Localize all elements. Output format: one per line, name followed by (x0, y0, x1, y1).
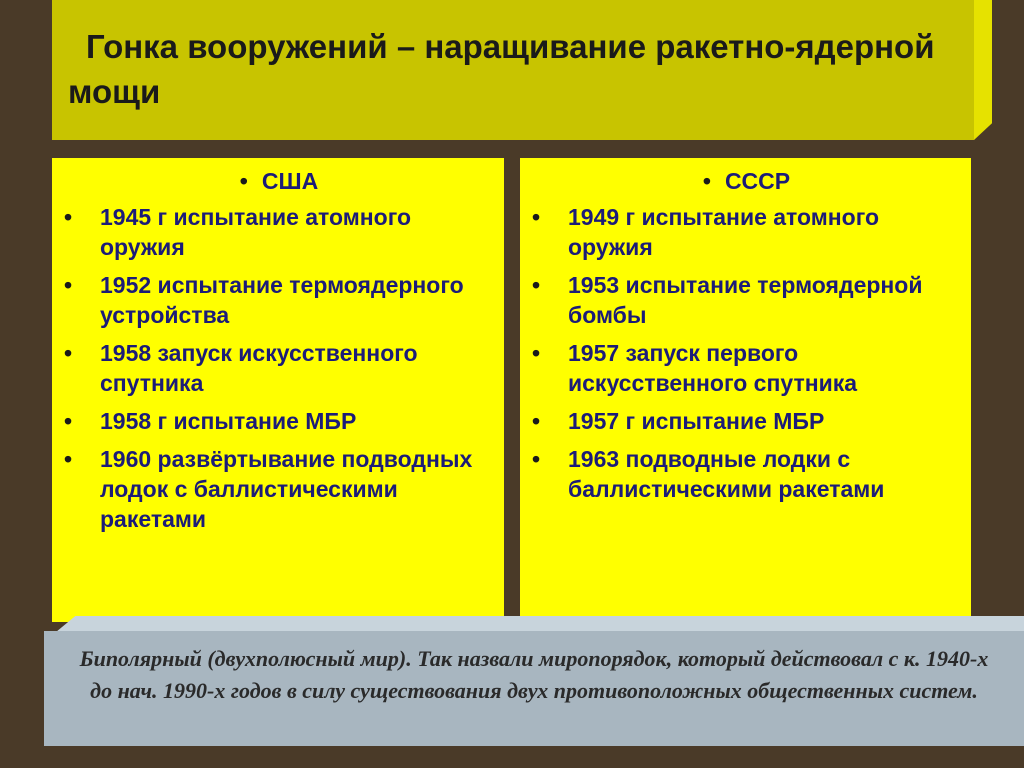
list-item (532, 406, 961, 436)
list-item-text: 1957 запуск первого искусственного спутника (568, 340, 858, 396)
list-item-text: 1957 г испытание МБР (568, 408, 825, 434)
list-item-text: 1949 г испытание атомного оружия (568, 204, 880, 260)
usa-list (64, 166, 494, 534)
list-item (64, 270, 494, 330)
list-item-text: 1953 испытание термоядерной бомбы (568, 272, 923, 328)
usa-heading: США (261, 168, 319, 194)
list-item-text: 1958 г испытание МБР (100, 408, 357, 434)
bullet-icon: • (532, 446, 541, 472)
list-item (64, 444, 494, 534)
usa-heading-item (64, 166, 494, 196)
title-bevel (974, 0, 992, 140)
list-item-text: 1960 развёртывание подводных лодок с баллистическими ракетами (100, 446, 473, 532)
bullet-icon: • (532, 204, 541, 230)
ussr-heading-item (532, 166, 961, 196)
ussr-column (520, 158, 971, 622)
slide-title-box (52, 0, 974, 140)
bullet-icon: • (532, 408, 541, 434)
list-item (532, 270, 961, 330)
bullet-icon: • (64, 272, 73, 298)
usa-column (52, 158, 504, 622)
slide-title: Гонка вооружений – наращивание ракетно-ядерной мощи (68, 28, 935, 110)
bullet-icon: • (64, 446, 73, 472)
bullet-icon: • (64, 204, 73, 230)
list-item-text: 1945 г испытание атомного оружия (100, 204, 412, 260)
bullet-icon: • (532, 272, 541, 298)
bullet-icon: • (702, 168, 711, 194)
bullet-icon: • (64, 340, 73, 366)
footer-definition: Биполярный (двухполюсный мир). Так назвали миропорядок, который действовал с к. 1940-х до нач. 1990-х годов в силу существования двух противоположных общественных систем. (79, 646, 989, 703)
list-item (532, 202, 961, 262)
list-item (532, 444, 961, 504)
list-item (64, 406, 494, 436)
list-item-text: 1958 запуск искусственного спутника (100, 340, 418, 396)
ussr-heading: СССР (724, 168, 791, 194)
footer-definition-box (44, 631, 1024, 746)
bullet-icon: • (532, 340, 541, 366)
list-item (64, 202, 494, 262)
ussr-list (532, 166, 961, 504)
list-item (532, 338, 961, 398)
footer-bevel (56, 616, 1024, 632)
list-item-text: 1952 испытание термоядерного устройства (100, 272, 464, 328)
list-item (64, 338, 494, 398)
bullet-icon: • (64, 408, 73, 434)
list-item-text: 1963 подводные лодки с баллистическими ракетами (568, 446, 885, 502)
bullet-icon: • (239, 168, 248, 194)
